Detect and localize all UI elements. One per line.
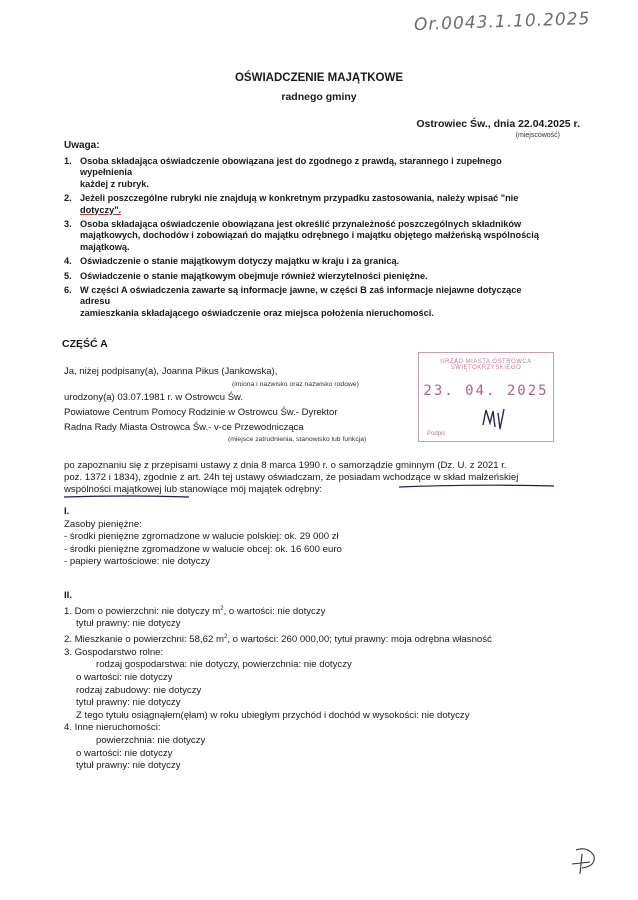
note-line: majątkową. [80, 241, 130, 252]
place-hint: (miejscowość) [515, 132, 560, 139]
declarant-employer: Powiatowe Centrum Pomocy Rodzinie w Ostrowcu Św.- Dyrektor [64, 407, 338, 418]
section-heading: II. [64, 590, 72, 601]
farm-label: 3. Gospodarstwo rolne: [64, 646, 164, 658]
note-line: Oświadczenie o stanie majątkowym dotyczy majątku w kraju i za granicą. [80, 256, 400, 267]
document-title: OŚWIADCZENIE MAJĄTKOWE [234, 72, 404, 84]
note-line: majątkowych, dochodów i zobowiązań do majątku odrębnego i majątku objętego małżeńską wspólnością [80, 230, 539, 241]
note-line: zamieszkania składającego oświadczenie oraz miejsca położenia nieruchomości. [80, 307, 434, 318]
cash-item: - środki pieniężne zgromadzone w walucie obcej: ok. 16 600 euro [64, 543, 342, 555]
note-line: wypełnienia [80, 167, 133, 178]
employment-hint: (miejsce zatrudnienia, stanowisko lub funkcja) [228, 436, 367, 443]
note-item [64, 156, 564, 190]
section-heading: I. [64, 506, 70, 517]
handwritten-reference-number: Or.0043.1.10.2025 [413, 8, 591, 36]
section-real-estate [64, 590, 492, 773]
farm-line: Z tego tytułu osiągnąłem(ęłam) w roku ubiegłym przychód i dochód w wysokości: nie dotyczy [76, 709, 470, 721]
note-line: każdej z rubryk. [80, 178, 149, 189]
stamp-signature [480, 405, 510, 433]
house-line [64, 603, 492, 619]
notes-list [64, 156, 564, 322]
declarant-name: Ja, niżej podpisany(a), Joanna Pikus (Jankowska), [64, 366, 278, 377]
place-and-date: Ostrowiec Św., dnia 22.04.2025 r. [416, 118, 580, 130]
name-hint: (imiona i nazwisko oraz nazwisko rodowe) [232, 381, 359, 388]
house-title: tytuł prawny: nie dotyczy [76, 618, 181, 630]
stamp-footer: Podpis [427, 431, 446, 437]
paragraph-line: po zapoznaniu się z przepisami ustawy z dnia 8 marca 1990 r. o samorządzie gminnym (Dz. U. z 2021 r. [64, 460, 507, 471]
declarant-birth: urodzony(a) 03.07.1981 r. w Ostrowcu Św. [64, 392, 244, 403]
flat-area: 2. Mieszkanie o powierzchni: 58,62 m [64, 634, 224, 646]
note-number: 3. [64, 219, 72, 230]
section-cash-resources [64, 506, 342, 569]
note-line: Oświadczenie o stanie majątkowym obejmuje również wierzytelności pieniężne. [80, 270, 428, 281]
note-number: 2. [64, 193, 72, 204]
flat-line [64, 631, 492, 647]
note-line: Osoba składająca oświadczenie obowiązana jest określić przynależność poszczególnych składników [80, 219, 522, 230]
notes-title: Uwaga: [64, 140, 100, 151]
note-item [64, 285, 564, 319]
stamp-header: URZĄD MIASTA OSTROWCA ŚWIĘTOKRZYSKIEGO [440, 359, 532, 371]
other-label: 4. Inne nieruchomości: [64, 722, 161, 734]
note-number: 4. [64, 256, 72, 267]
note-item [64, 271, 564, 282]
note-line: W części A oświadczenia zawarte są informacje jawne, w części B zaś informacje niejawne dotyczące [80, 285, 522, 296]
other-line: o wartości: nie dotyczy [76, 747, 173, 759]
initials-mark [568, 844, 604, 878]
cash-item: - papiery wartościowe: nie dotyczy [64, 556, 211, 568]
farm-line: rodzaj zabudowy: nie dotyczy [76, 684, 202, 696]
farm-line: o wartości: nie dotyczy [76, 671, 173, 683]
note-item [64, 193, 564, 216]
section-label: Zasoby pieniężne: [64, 518, 142, 530]
superscript: 2 [220, 605, 224, 612]
note-line: Osoba składająca oświadczenie obowiązana jest do zgodnego z prawdą, starannego i zupełnego [80, 156, 502, 166]
document-subtitle: radnego gminy [281, 91, 357, 103]
note-line: dotyczy". [80, 204, 122, 215]
note-item [64, 256, 564, 267]
other-line: powierzchnia: nie dotyczy [96, 734, 206, 746]
note-number: 1. [64, 156, 72, 166]
note-line: Jeżeli poszczególne rubryki nie znajdują w konkretnym przypadku zastosowania, należy wpisać "nie [80, 193, 519, 204]
declarant-function: Radna Rady Miasta Ostrowca Św.- v-ce Przewodnicząca [64, 422, 304, 433]
note-number: 5. [64, 270, 72, 281]
note-number: 6. [64, 285, 72, 296]
part-a-title: CZĘŚĆ A [62, 338, 108, 350]
farm-line: tytuł prawny: nie dotyczy [76, 697, 181, 709]
house-area: 1. Dom o powierzchni: nie dotyczy m [64, 605, 221, 617]
cash-item: - środki pieniężne zgromadzone w walucie polskiej: ok. 29 000 zł [64, 531, 339, 543]
paragraph-line: wspólności majątkowej lub stanowiące mój majątek odrębny: [64, 484, 323, 496]
farm-line: rodzaj gospodarstwa: nie dotyczy, powierzchnia: nie dotyczy [96, 659, 352, 671]
house-value: , o wartości: nie dotyczy [223, 605, 326, 617]
note-item [64, 219, 564, 253]
paragraph-line: poz. 1372 i 1834), zgodnie z art. 24h tej ustawy oświadczam, że posiadam wchodzące w skład małżeńskiej [64, 472, 519, 484]
flat-value: , o wartości: 260 000,00; tytuł prawny: moja odrębna własność [227, 634, 492, 646]
pen-underline [64, 477, 564, 499]
superscript: 2 [223, 633, 228, 640]
stamp-date: 23. 04. 2025 [423, 383, 549, 399]
note-line: adresu [80, 296, 111, 307]
other-line: tytuł prawny: nie dotyczy [76, 760, 181, 772]
